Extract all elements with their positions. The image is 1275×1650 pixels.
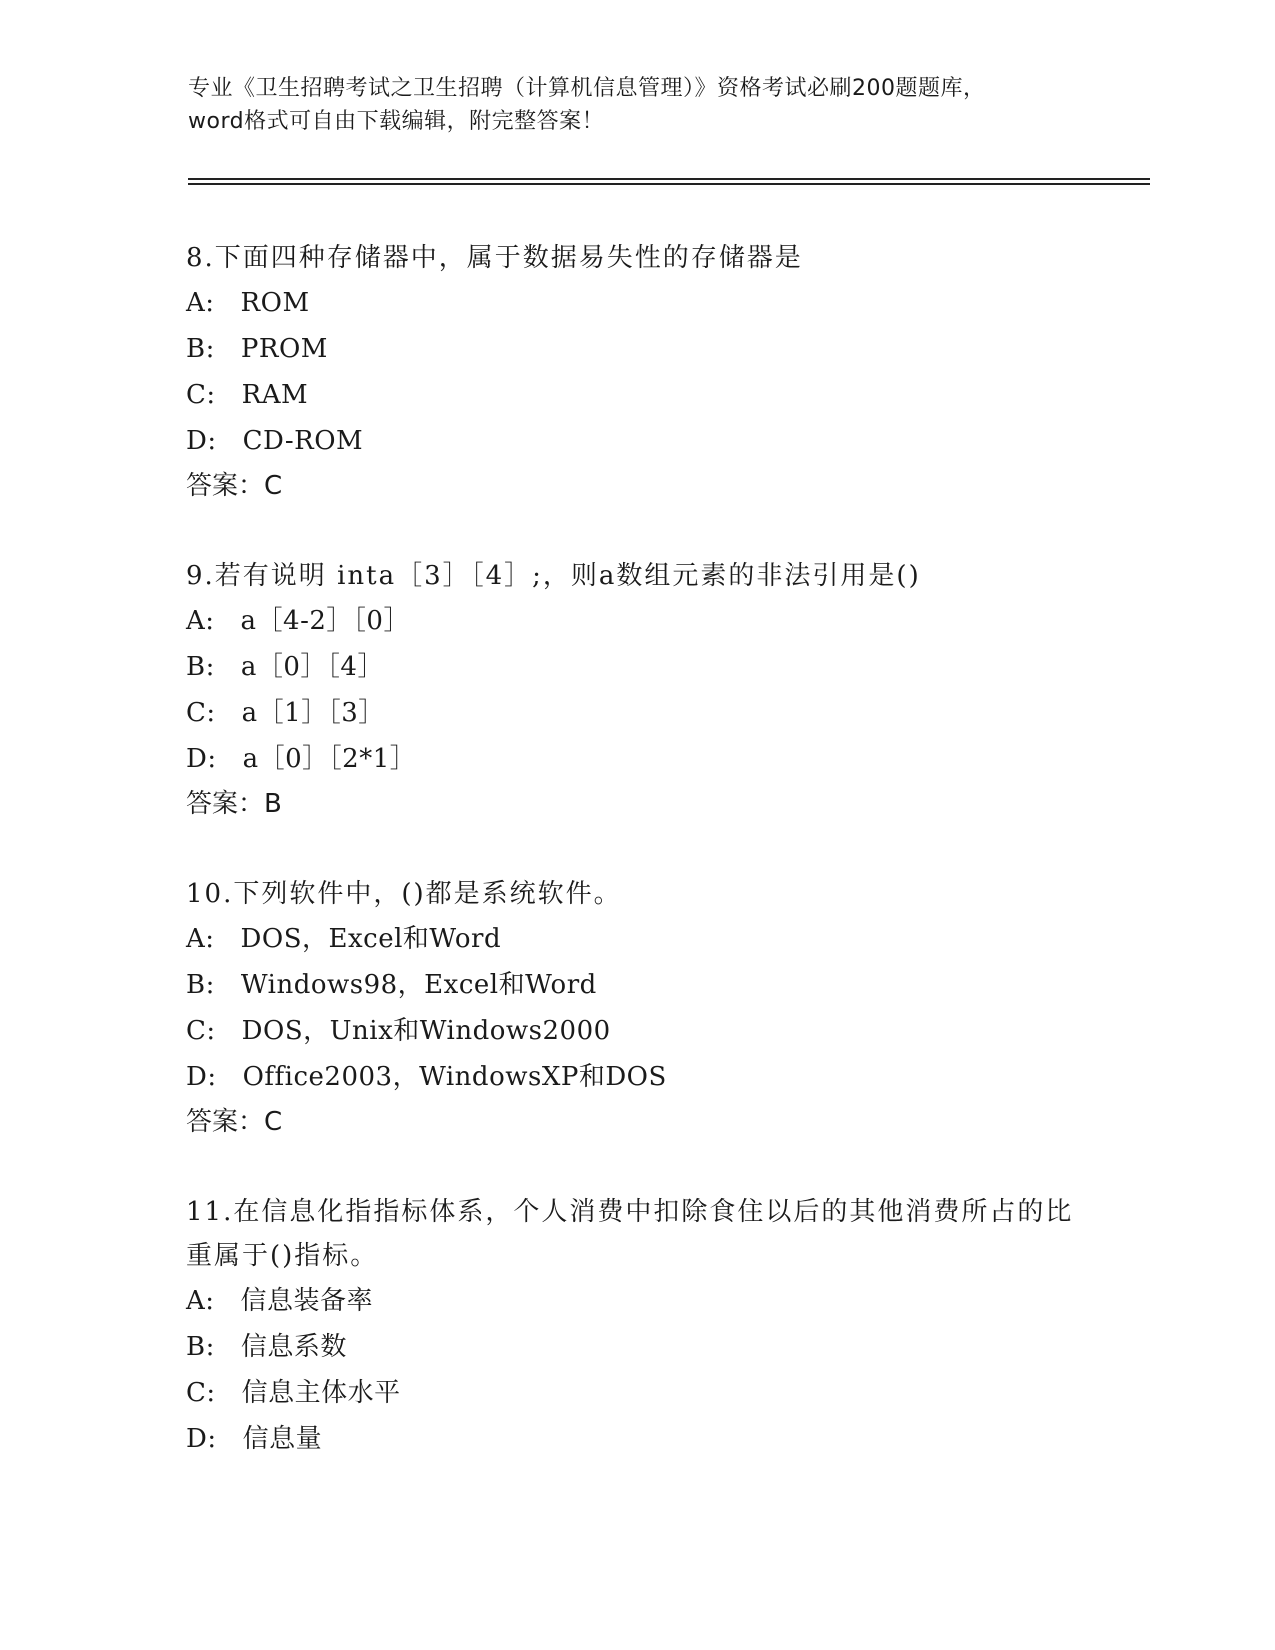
header-line-1: 专业《卫生招聘考试之卫生招聘（计算机信息管理）》资格考试必刷200题题库， — [188, 76, 986, 101]
header-divider-bottom — [188, 183, 1150, 185]
option-c — [186, 1008, 1086, 1054]
option-text: 信息装备率 — [240, 1286, 374, 1316]
option-text: 信息系数 — [240, 1332, 347, 1362]
question-text: 10.下列软件中，()都是系统软件。 — [186, 879, 622, 909]
option-text: a［0］［2*1］ — [242, 744, 417, 774]
option-letter: A: — [186, 606, 215, 636]
answer: 答案：B — [186, 789, 282, 819]
header-line-2: word格式可自由下载编辑，附完整答案！ — [188, 109, 605, 134]
option-d — [186, 1416, 1086, 1462]
option-text: RAM — [241, 380, 309, 410]
option-c — [186, 1370, 1086, 1416]
option-text: a［0］［4］ — [240, 652, 384, 682]
option-letter: B: — [186, 652, 215, 682]
option-letter: C: — [186, 1378, 216, 1408]
question-text: 11.在信息化指指标体系，个人消费中扣除食住以后的其他消费所占的比重属于()指标。 — [186, 1197, 1074, 1271]
option-a — [186, 1278, 1086, 1324]
option-text: a［4-2］［0］ — [240, 606, 410, 636]
option-letter: D: — [186, 744, 217, 774]
option-b — [186, 644, 1086, 690]
option-text: PROM — [240, 334, 328, 364]
document-header — [188, 72, 1088, 138]
option-letter: B: — [186, 970, 215, 1000]
option-d — [186, 418, 1086, 464]
option-text: 信息主体水平 — [241, 1378, 401, 1408]
question-text: 9.若有说明 inta［3］［4］;，则a数组元素的非法引用是() — [186, 561, 921, 591]
option-c — [186, 690, 1086, 736]
option-letter: D: — [186, 1424, 217, 1454]
option-text: ROM — [240, 288, 310, 318]
option-b — [186, 962, 1086, 1008]
option-letter: C: — [186, 380, 216, 410]
option-text: CD-ROM — [242, 426, 364, 456]
option-letter: B: — [186, 1332, 215, 1362]
option-c — [186, 372, 1086, 418]
option-letter: D: — [186, 1062, 217, 1092]
question-text: 8.下面四种存储器中，属于数据易失性的存储器是 — [186, 243, 803, 273]
option-letter: A: — [186, 924, 215, 954]
option-text: Office2003，WindowsXP和DOS — [242, 1062, 667, 1092]
question-9 — [186, 554, 1086, 826]
option-b — [186, 1324, 1086, 1370]
header-divider-top — [188, 178, 1150, 180]
question-11 — [186, 1190, 1086, 1462]
option-letter: C: — [186, 1016, 216, 1046]
option-a — [186, 280, 1086, 326]
option-text: 信息量 — [242, 1424, 323, 1454]
answer: 答案：C — [186, 471, 283, 501]
option-letter: A: — [186, 288, 215, 318]
option-a — [186, 916, 1086, 962]
option-d — [186, 1054, 1086, 1100]
option-letter: D: — [186, 426, 217, 456]
option-b — [186, 326, 1086, 372]
option-a — [186, 598, 1086, 644]
option-letter: A: — [186, 1286, 215, 1316]
option-text: a［1］［3］ — [241, 698, 385, 728]
option-text: DOS，Excel和Word — [240, 924, 502, 954]
question-10 — [186, 872, 1086, 1144]
option-text: Windows98，Excel和Word — [240, 970, 597, 1000]
option-letter: B: — [186, 334, 215, 364]
option-letter: C: — [186, 698, 216, 728]
option-d — [186, 736, 1086, 782]
question-8 — [186, 236, 1086, 508]
answer: 答案：C — [186, 1107, 283, 1137]
option-text: DOS，Unix和Windows2000 — [241, 1016, 611, 1046]
